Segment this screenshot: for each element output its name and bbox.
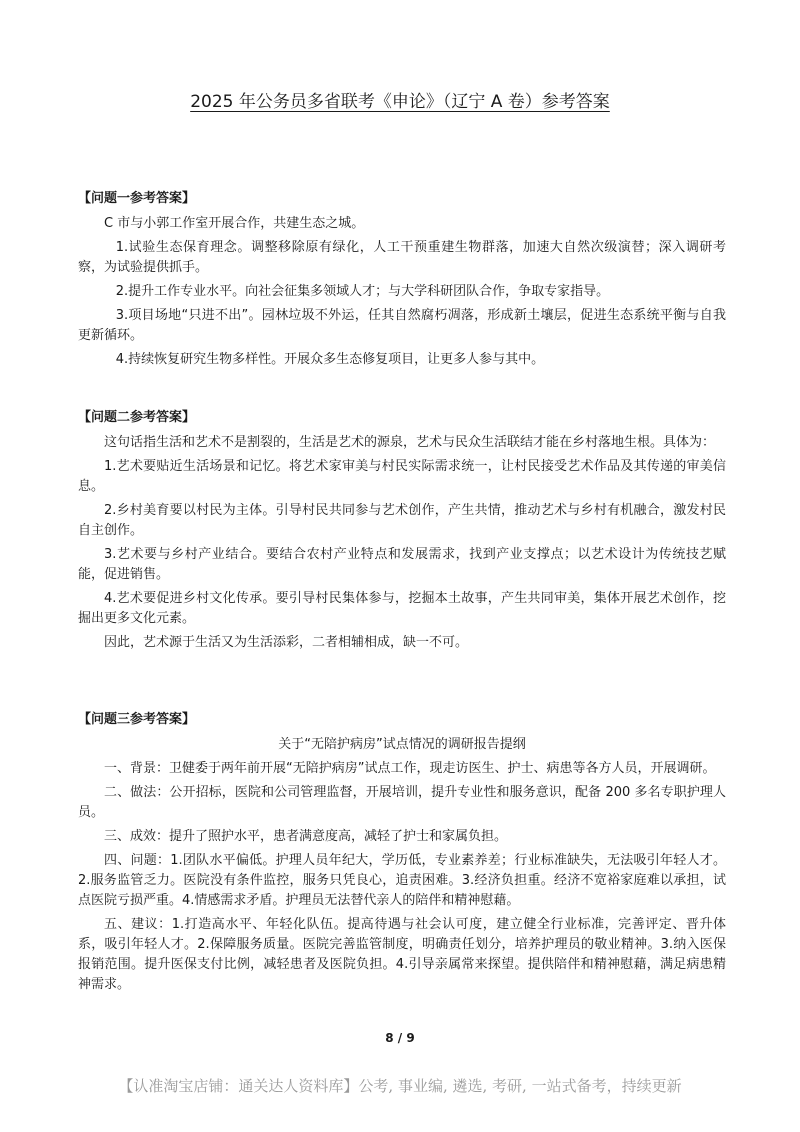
paragraph: 五、建议：1.打造高水平、年轻化队伍。提高待遇与社会认可度，建立健全行业标准，完善评定、晋升体系，吸引年轻人才。2.保障服务质量。医院完善监管制度，明确责任划分，培养护理员的敬业精神。3.纳入医保报销范围。提升医保支付比例，减轻患者及医院负担。4.引导亲属常来探望。提供陪伴和精神慰藉，满足病患精神需求。 — [78, 917, 726, 992]
section-heading: 【问题一参考答案】 — [78, 191, 196, 206]
section-heading: 【问题三参考答案】 — [78, 712, 196, 727]
answer-section-2 — [78, 408, 726, 657]
page-number: 8 / 9 — [385, 1031, 415, 1045]
paragraph: 4.持续恢复研究生物多样性。开展众多生态修复项目，让更多人参与其中。 — [115, 352, 545, 367]
answer-section-3 — [78, 710, 726, 999]
document-title: 2025 年公务员多省联考《申论》（辽宁 A 卷）参考答案 — [190, 92, 610, 112]
paragraph: 3.艺术要与乡村产业结合。要结合农村产业特点和发展需求，找到产业支撑点；以艺术设计为传统技艺赋能，促进销售。 — [78, 547, 726, 582]
footer-watermark: 【认准淘宝店铺：通关达人资料库】公考, 事业编, 遴选, 考研, 一站式备考，持续更新 — [118, 1077, 682, 1095]
answer-section-1 — [78, 189, 726, 374]
paragraph: 2.乡村美育要以村民为主体。引导村民共同参与艺术创作，产生共情，推动艺术与乡村有机融合，激发村民自主创作。 — [78, 503, 726, 538]
paragraph: 1.试验生态保育理念。调整移除原有绿化，人工干预重建生物群落，加速大自然次级演替；深入调研考察，为试验提供抓手。 — [78, 240, 726, 275]
paragraph: 因此，艺术源于生活又为生活添彩，二者相辅相成，缺一不可。 — [104, 635, 469, 650]
paragraph: 二、做法：公开招标，医院和公司管理监督，开展培训，提升专业性和服务意识，配备 200 多名专职护理人员。 — [78, 785, 726, 820]
report-title: 关于“无陪护病房”试点情况的调研报告提纲 — [278, 737, 526, 752]
paragraph: 1.艺术要贴近生活场景和记忆。将艺术家审美与村民实际需求统一，让村民接受艺术作品及其传递的审美信息。 — [78, 459, 726, 494]
paragraph: 2.提升工作专业水平。向社会征集多领域人才；与大学科研团队合作，争取专家指导。 — [115, 284, 610, 299]
paragraph: 这句话指生活和艺术不是割裂的，生活是艺术的源泉，艺术与民众生活联结才能在乡村落地生根。具体为： — [104, 435, 716, 450]
section-heading: 【问题二参考答案】 — [78, 410, 196, 425]
paragraph: 三、成效：提升了照护水平，患者满意度高，减轻了护士和家属负担。 — [104, 829, 508, 844]
paragraph: 四、问题：1.团队水平偏低。护理人员年纪大，学历低，专业素养差；行业标准缺失，无法吸引年轻人才。2.服务监管乏力。医院没有条件监控，服务只凭良心，追责困难。3.经济负担重。经济不宽裕家庭难以承担，试点医院亏损严重。4.情感需求矛盾。护理员无法替代亲人的陪伴和精神慰藉。 — [78, 853, 726, 908]
paragraph: C 市与小郭工作室开展合作，共建生态之城。 — [104, 216, 365, 231]
paragraph: 4.艺术要促进乡村文化传承。要引导村民集体参与，挖掘本土故事，产生共同审美，集体开展艺术创作，挖掘出更多文化元素。 — [78, 591, 726, 626]
paragraph: 一、背景：卫健委于两年前开展“无陪护病房”试点工作，现走访医生、护士、病患等各方人员，开展调研。 — [104, 761, 716, 776]
paragraph: 3.项目场地“只进不出”。园林垃圾不外运，任其自然腐朽凋落，形成新土壤层，促进生态系统平衡与自我更新循环。 — [78, 308, 726, 343]
